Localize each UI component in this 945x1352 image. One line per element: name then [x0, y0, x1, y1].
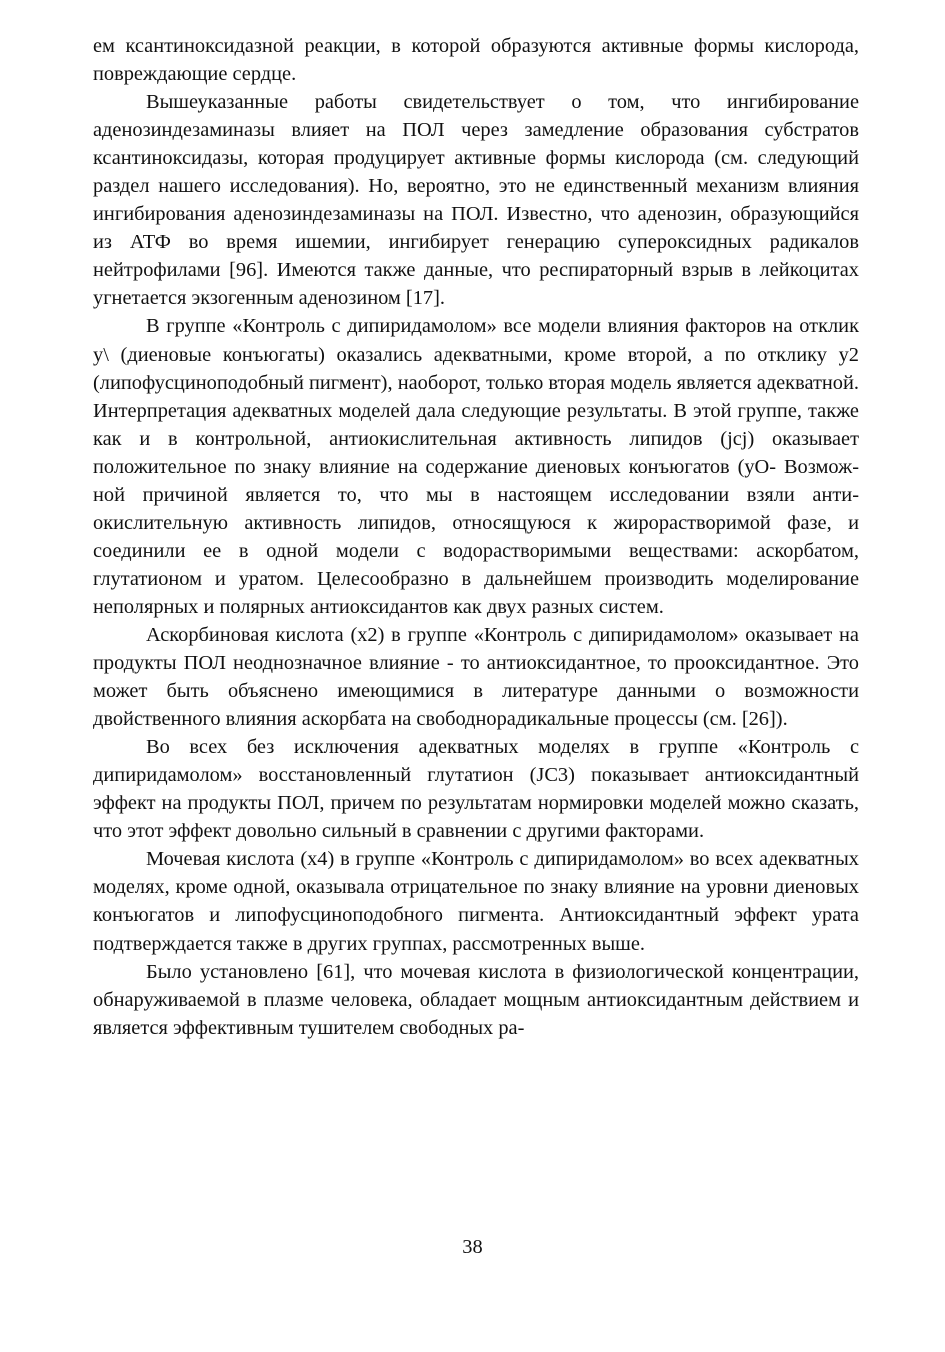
paragraph: Мочевая кислота (x4) в группе «Контроль с дипиридамолом» во всех адекватных моделях, кроме одной, оказывала отрицательное по знаку влияние на уровни диеновых конъюгатов и липофусциноподобного пигмента. Антиоксидантный эффект урата подтверждается также в других группах, рассмотренных выше. [93, 848, 859, 955]
paragraph: Было установлено [61], что мочевая кислота в физиологической концентрации, обнаруживаемой в плазме человека, обладает мощным антиоксидантным действием и является эффективным тушителем свободных ра- [93, 960, 859, 1039]
page-number: 38 [462, 1236, 483, 1258]
paragraph: Аскорбиновая кислота (x2) в группе «Контроль с дипиридамолом» оказывает на продукты ПОЛ неоднозначное влияние - то антиоксидантное, то прооксидантное. Это может быть объяснено имеющимися в литературе данными о возможности двойственного влияния аскорбата на свободнорадикальные процессы (см. [26]). [93, 623, 859, 731]
paragraph: Во всех без исключения адекватных моделях в группе «Контроль с дипиридамолом» восстановленный глутатион (JC3) показывает антиоксидантный эффект на продукты ПОЛ, причем по результатам нормировки моделей можно сказать, что этот эффект довольно сильный в сравнении с другими факторами. [93, 736, 859, 843]
paragraph: Вышеуказанные работы свидетельствует о том, что ингибирование аденозиндезаминазы влияет на ПОЛ через замедление образования субстратов ксантиноксидазы, которая продуцирует активные формы кислорода (см. следующий раздел нашего исследования). Но, вероятно, это не единственный механизм влияния ингибирования аденозиндезаминазы на ПОЛ. Известно, что аденозин, образующийся из АТФ во время ишемии, ингибирует генерацию супероксидных радикалов нейтрофилами [96]. Имеются также данные, что респираторный взрыв в лейкоцитах угнетается экзогенным аденозином [17]. [93, 91, 859, 310]
paragraph-continuation: ем ксантиноксидазной реакции, в которой образуются активные формы кислорода, повреждающие сердце. [93, 35, 859, 86]
body-text [93, 32, 859, 1042]
paragraph: В группе «Контроль с дипиридамолом» все модели влияния факторов на отклик y\ (диеновые конъюгаты) оказались адекватными, кроме второй, а по отклику y2 (липофусциноподобный пигмент), наоборот, только вторая модель является адекватной. Интерпретация адекватных моделей дала следующие результаты. В этой группе, также как и в контрольной, антиокислительная активность липидов (jcj) оказывает положительное по знаку влияние на содержание диеновых конъюгатов (уО- Возможной причиной является то, что мы в настоящем исследовании взяли антиокислительную активность липидов, относящуюся к жирорастворимой фазе, и соединили ее в одной модели с водорастворимыми веществами: аскорбатом, глутатионом и уратом. Целесообразно в дальнейшем производить моделирование неполярных и полярных антиоксидантов как двух разных систем. [93, 315, 859, 618]
